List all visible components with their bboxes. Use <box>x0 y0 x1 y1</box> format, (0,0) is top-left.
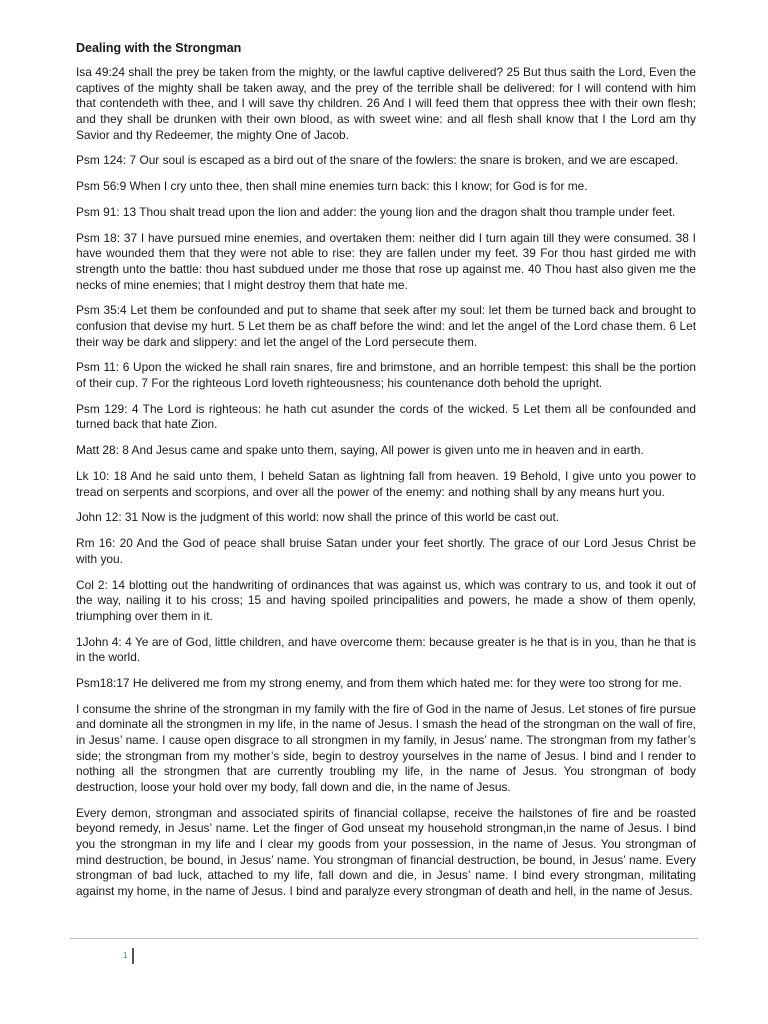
paragraph: John 12: 31 Now is the judgment of this world: now shall the prince of this world be cast out. <box>76 510 560 525</box>
document-title: Dealing with the Strongman <box>76 41 242 55</box>
paragraph: Psm 56:9 When I cry unto thee, then shall mine enemies turn back: this I know; for God is for me. <box>76 179 588 194</box>
paragraph: Rm 16: 20 And the God of peace shall bruise Satan under your feet shortly. The grace of our Lord Jesus Christ be with you. <box>76 536 696 566</box>
paragraph: Psm 91: 13 Thou shalt tread upon the lion and adder: the young lion and the dragon shalt thou trample under feet. <box>76 204 676 219</box>
page-number-divider <box>132 948 134 964</box>
page-number: 1 <box>123 951 128 960</box>
paragraph: Psm 35:4 Let them be confounded and put to shame that seek after my soul: let them be turned back and brought to confusion that devise my hurt. 5 Let them be as chaff before the wind: and let the angel of the Lord chase them. 6 Let their way be dark and slippery: and let the angel of the Lord persecute them. <box>76 303 696 349</box>
paragraph: I consume the shrine of the strongman in my family with the fire of God in the name of Jesus. Let stones of fire pursue and dominate all the strongmen in my life, in the name of Jesus. I smash the head of the strongman on the wall of fire, in Jesus’ name. I cause open disgrace to all strongmen in my family, in Jesus’ name. The strongman from my father’s side; the strongman from my mother’s side, begin to destroy yourselves in the name of Jesus. I bind and I render to nothing all the strongmen that are currently troubling my life, in the name of Jesus. You strongman of body destruction, loose your hold over my body, fall down and die, in the name of Jesus. <box>76 701 696 795</box>
paragraph: Psm 129: 4 The Lord is righteous: he hath cut asunder the cords of the wicked. 5 Let them all be confounded and turned back that hate Zion. <box>76 401 696 432</box>
document-body <box>76 65 696 900</box>
footer-divider <box>70 938 698 939</box>
paragraph: Psm 11: 6 Upon the wicked he shall rain snares, fire and brimstone, and an horrible tempest: this shall be the portion of their cup. 7 For the righteous Lord loveth righteousness; his countenance doth behold the upright. <box>76 360 696 391</box>
paragraph: Every demon, strongman and associated spirits of financial collapse, receive the hailstones of fire and be roasted beyond remedy, in Jesus’ name. Let the finger of God unseat my household strongman,in the name of Jesus. I bind you the strongman in my life and I clear my goods from your possession, in the name of Jesus. You strongman of mind destruction, be bound, in Jesus’ name. You strongman of financial destruction, be bound, in Jesus’ name. Every strongman of bad luck, attached to my life, fall down and die, in Jesus’ name. I bind every strongman, militating against my home, in the name of Jesus. I bind and paralyze every strongman of death and hell, in the name of Jesus. <box>76 805 696 899</box>
page-footer <box>70 938 698 968</box>
paragraph: 1John 4: 4 Ye are of God, little children, and have overcome them: because greater is he that is in you, than he that is in the world. <box>76 634 696 665</box>
paragraph: Isa 49:24 shall the prey be taken from the mighty, or the lawful captive delivered? 25 But thus saith the Lord, Even the captives of the mighty shall be taken away, and the prey of the terrible shall be delivered: for I will contend with him that contendeth with thee, and I will save thy children. 26 And I will feed them that oppress thee with their own flesh; and they shall be drunken with their own blood, as with sweet wine: and all flesh shall know that I the Lord am thy Savior and thy Redeemer, the mighty One of Jacob. <box>76 65 696 142</box>
paragraph: Psm 18: 37 I have pursued mine enemies, and overtaken them: neither did I turn again till they were consumed. 38 I have wounded them that they were not able to rise: they are fallen under my feet. 39 For thou hast girded me with strength unto the battle: thou hast subdued under me those that rose up against me. 40 Thou hast also given me the necks of mine enemies; that I might destroy them that hate me. <box>76 230 696 292</box>
paragraph: Psm 124: 7 Our soul is escaped as a bird out of the snare of the fowlers: the snare is broken, and we are escaped. <box>76 153 679 168</box>
paragraph: Lk 10: 18 And he said unto them, I beheld Satan as lightning fall from heaven. 19 Behold, I give unto you power to tread on serpents and scorpions, and over all the power of the enemy: and nothing shall by any means hurt you. <box>76 468 696 499</box>
paragraph: Col 2: 14 blotting out the handwriting of ordinances that was against us, which was contrary to us, and took it out of the way, nailing it to his cross; 15 and having spoiled principalities and powers, he made a show of them openly, triumphing over them in it. <box>76 577 696 623</box>
paragraph: Matt 28: 8 And Jesus came and spake unto them, saying, All power is given unto me in heaven and in earth. <box>76 443 644 458</box>
paragraph: Psm18:17 He delivered me from my strong enemy, and from them which hated me: for they were too strong for me. <box>76 676 682 690</box>
